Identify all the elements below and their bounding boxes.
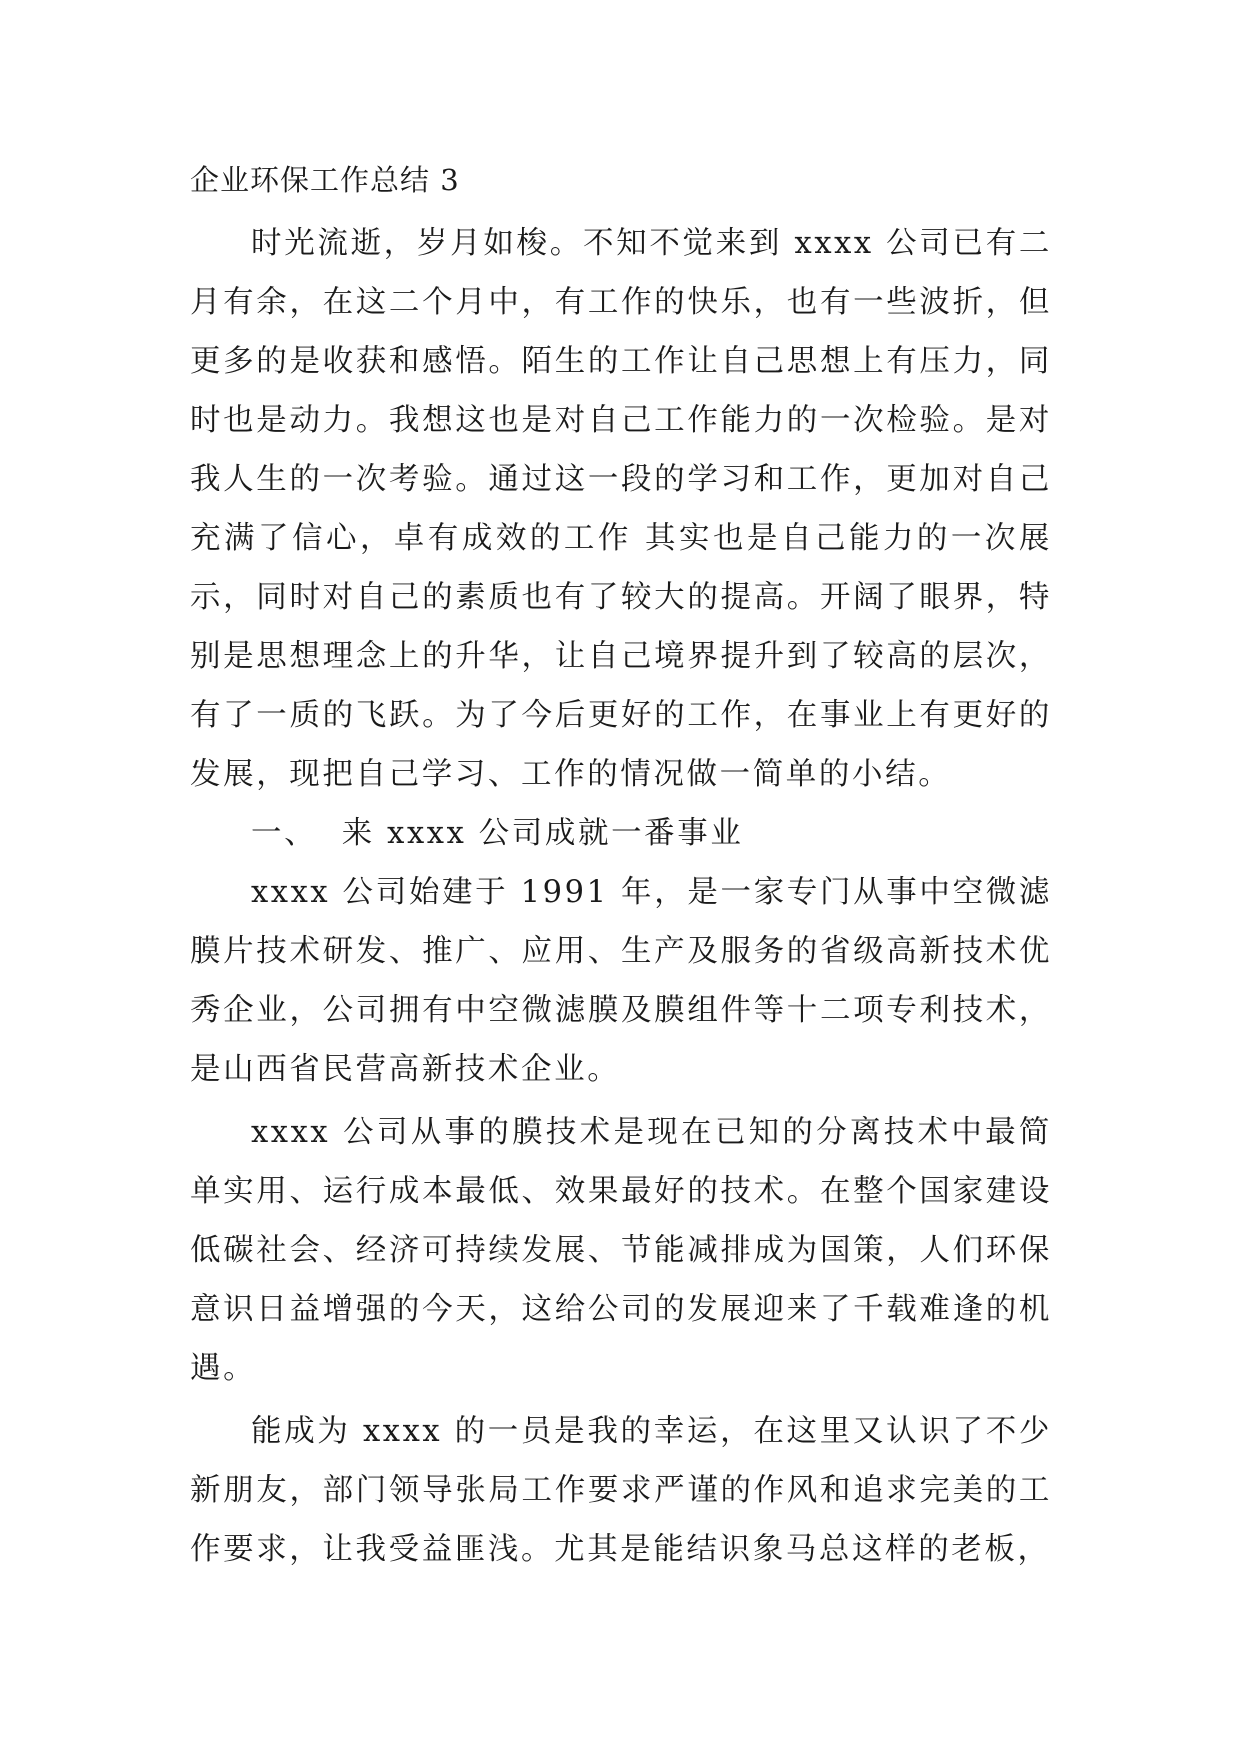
document-body <box>190 160 1052 1579</box>
paragraph-membrane-tech: xxxx 公司从事的膜技术是现在已知的分离技术中最简单实用、运行成本最低、效果最好的技术。在整个国家建设低碳社会、经济可持续发展、节能减排成为国策，人们环保意识日益增强的今天，这给公司的发展迎来了千载难逢的机遇。 <box>190 1115 1052 1386</box>
section-heading-1: 一、 来 xxxx 公司成就一番事业 <box>251 816 744 851</box>
document-title: 企业环保工作总结 3 <box>190 163 460 197</box>
paragraph-personal: 能成为 xxxx 的一员是我的幸运，在这里又认识了不少新朋友，部门领导张局工作要求严谨的作风和追求完美的工作要求，让我受益匪浅。尤其是能结识象马总这样的老板， <box>190 1414 1052 1567</box>
paragraph-company-intro: xxxx 公司始建于 1991 年，是一家专门从事中空微滤膜片技术研发、推广、应用、生产及服务的省级高新技术优秀企业，公司拥有中空微滤膜及膜组件等十二项专利技术，是山西省民营高新技术企业。 <box>190 875 1052 1087</box>
paragraph-intro: 时光流逝，岁月如梭。不知不觉来到 xxxx 公司已有二月有余，在这二个月中，有工作的快乐，也有一些波折，但更多的是收获和感悟。陌生的工作让自己思想上有压力，同时也是动力。我想这也是对自己工作能力的一次检验。是对我人生的一次考验。通过这一段的学习和工作，更加对自己充满了信心，卓有成效的工作 其实也是自己能力的一次展示，同时对自己的素质也有了较大的提高。开阔了眼界，特别是思想理念上的升华，让自己境界提升到了较高的层次，有了一质的飞跃。为了今后更好的工作，在事业上有更好的发展，现把自己学习、工作的情况做一简单的小结。 <box>190 226 1052 792</box>
